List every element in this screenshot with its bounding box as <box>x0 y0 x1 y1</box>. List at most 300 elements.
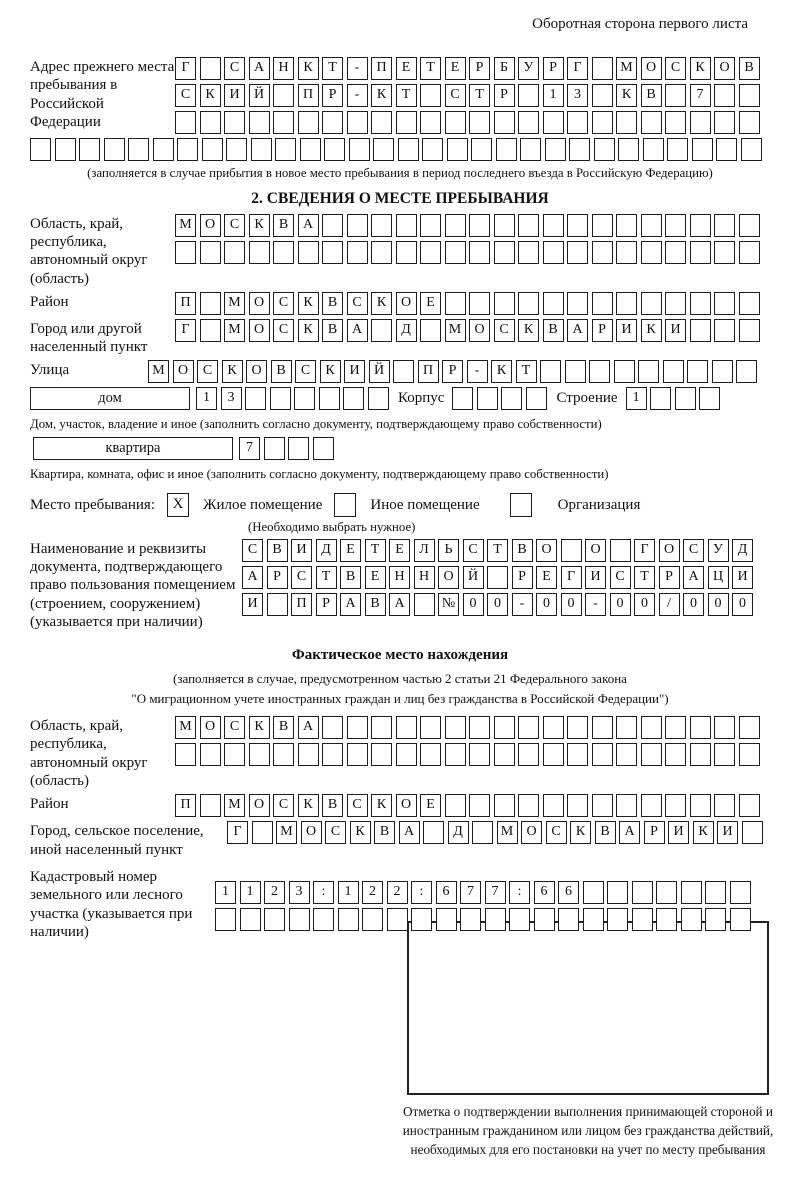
char-box[interactable] <box>55 138 76 161</box>
char-box[interactable] <box>690 214 711 237</box>
char-box[interactable]: 0 <box>708 593 729 616</box>
char-box[interactable]: О <box>249 319 270 342</box>
char-box[interactable] <box>714 214 735 237</box>
char-box[interactable]: К <box>690 57 711 80</box>
char-box[interactable] <box>104 138 125 161</box>
char-box[interactable]: П <box>298 84 319 107</box>
char-box[interactable] <box>561 539 582 562</box>
char-box[interactable] <box>594 138 615 161</box>
char-box[interactable] <box>638 360 659 383</box>
char-box[interactable] <box>371 111 392 134</box>
char-box[interactable] <box>338 908 359 931</box>
char-box[interactable]: В <box>739 57 760 80</box>
char-box[interactable] <box>589 360 610 383</box>
char-box[interactable]: 0 <box>561 593 582 616</box>
char-box[interactable] <box>273 111 294 134</box>
char-box[interactable]: А <box>242 566 263 589</box>
char-box[interactable] <box>420 84 441 107</box>
char-box[interactable] <box>200 794 221 817</box>
char-box[interactable] <box>739 743 760 766</box>
char-box[interactable]: : <box>411 881 432 904</box>
char-box[interactable]: Т <box>322 57 343 80</box>
char-box[interactable]: Т <box>469 84 490 107</box>
char-box[interactable] <box>411 908 432 931</box>
char-box[interactable] <box>128 138 149 161</box>
char-box[interactable] <box>641 241 662 264</box>
char-box[interactable]: Т <box>634 566 655 589</box>
char-box[interactable]: Ь <box>438 539 459 562</box>
char-box[interactable]: Г <box>227 821 248 844</box>
char-box[interactable]: А <box>340 593 361 616</box>
char-box[interactable] <box>739 111 760 134</box>
char-box[interactable] <box>567 794 588 817</box>
char-box[interactable]: И <box>291 539 312 562</box>
char-box[interactable]: Л <box>414 539 435 562</box>
char-box[interactable] <box>349 138 370 161</box>
char-box[interactable] <box>396 743 417 766</box>
char-box[interactable] <box>494 111 515 134</box>
char-box[interactable]: А <box>567 319 588 342</box>
char-box[interactable] <box>714 84 735 107</box>
char-box[interactable] <box>445 241 466 264</box>
char-box[interactable]: П <box>291 593 312 616</box>
char-box[interactable] <box>202 138 223 161</box>
char-box[interactable] <box>275 138 296 161</box>
char-box[interactable]: М <box>445 319 466 342</box>
house-type-box[interactable]: дом <box>30 387 190 410</box>
char-box[interactable]: 2 <box>387 881 408 904</box>
char-box[interactable] <box>200 319 221 342</box>
char-box[interactable] <box>592 214 613 237</box>
char-box[interactable]: 0 <box>610 593 631 616</box>
char-box[interactable] <box>396 241 417 264</box>
char-box[interactable] <box>714 292 735 315</box>
char-box[interactable] <box>322 743 343 766</box>
char-box[interactable] <box>494 743 515 766</box>
char-box[interactable] <box>420 111 441 134</box>
char-box[interactable] <box>665 84 686 107</box>
char-box[interactable]: Р <box>494 84 515 107</box>
char-box[interactable] <box>445 111 466 134</box>
char-box[interactable] <box>592 111 613 134</box>
char-box[interactable] <box>371 319 392 342</box>
char-box[interactable] <box>641 214 662 237</box>
char-box[interactable]: - <box>512 593 533 616</box>
char-box[interactable] <box>665 292 686 315</box>
char-box[interactable] <box>494 214 515 237</box>
char-box[interactable]: О <box>641 57 662 80</box>
char-box[interactable] <box>665 214 686 237</box>
char-box[interactable] <box>420 319 441 342</box>
char-box[interactable]: Т <box>487 539 508 562</box>
char-box[interactable]: Е <box>340 539 361 562</box>
char-box[interactable]: О <box>659 539 680 562</box>
char-box[interactable]: С <box>224 716 245 739</box>
char-box[interactable]: С <box>683 539 704 562</box>
char-box[interactable] <box>607 908 628 931</box>
char-box[interactable]: И <box>665 319 686 342</box>
char-box[interactable]: Р <box>469 57 490 80</box>
char-box[interactable] <box>690 319 711 342</box>
char-box[interactable]: 7 <box>239 437 260 460</box>
char-box[interactable] <box>641 794 662 817</box>
char-box[interactable] <box>371 743 392 766</box>
char-box[interactable] <box>264 437 285 460</box>
char-box[interactable]: Й <box>369 360 390 383</box>
char-box[interactable] <box>616 743 637 766</box>
char-box[interactable]: 6 <box>436 881 457 904</box>
char-box[interactable] <box>494 716 515 739</box>
char-box[interactable]: 0 <box>732 593 753 616</box>
char-box[interactable] <box>200 57 221 80</box>
char-box[interactable] <box>518 84 539 107</box>
char-box[interactable] <box>681 881 702 904</box>
char-box[interactable]: В <box>595 821 616 844</box>
char-box[interactable]: О <box>521 821 542 844</box>
char-box[interactable] <box>518 794 539 817</box>
char-box[interactable]: С <box>445 84 466 107</box>
char-box[interactable]: К <box>298 794 319 817</box>
char-box[interactable]: О <box>249 794 270 817</box>
char-box[interactable]: Р <box>442 360 463 383</box>
char-box[interactable] <box>420 214 441 237</box>
char-box[interactable] <box>294 387 315 410</box>
char-box[interactable] <box>226 138 247 161</box>
char-box[interactable]: С <box>273 794 294 817</box>
char-box[interactable]: М <box>616 57 637 80</box>
char-box[interactable]: Т <box>516 360 537 383</box>
char-box[interactable] <box>452 387 473 410</box>
char-box[interactable] <box>592 84 613 107</box>
char-box[interactable] <box>641 743 662 766</box>
char-box[interactable] <box>641 111 662 134</box>
char-box[interactable] <box>607 881 628 904</box>
char-box[interactable] <box>396 214 417 237</box>
char-box[interactable] <box>175 241 196 264</box>
char-box[interactable] <box>200 292 221 315</box>
char-box[interactable]: 1 <box>543 84 564 107</box>
char-box[interactable]: С <box>494 319 515 342</box>
char-box[interactable] <box>616 716 637 739</box>
char-box[interactable] <box>300 138 321 161</box>
char-box[interactable]: Р <box>316 593 337 616</box>
char-box[interactable]: С <box>224 214 245 237</box>
char-box[interactable]: К <box>641 319 662 342</box>
char-box[interactable] <box>545 138 566 161</box>
char-box[interactable] <box>469 214 490 237</box>
char-box[interactable] <box>592 241 613 264</box>
char-box[interactable]: К <box>371 84 392 107</box>
char-box[interactable] <box>362 908 383 931</box>
char-box[interactable] <box>322 716 343 739</box>
char-box[interactable] <box>494 292 515 315</box>
char-box[interactable] <box>251 138 272 161</box>
char-box[interactable] <box>175 111 196 134</box>
char-box[interactable]: У <box>518 57 539 80</box>
char-box[interactable] <box>567 214 588 237</box>
char-box[interactable]: М <box>224 319 245 342</box>
char-box[interactable] <box>618 138 639 161</box>
char-box[interactable] <box>322 214 343 237</box>
char-box[interactable] <box>736 360 757 383</box>
char-box[interactable] <box>518 241 539 264</box>
char-box[interactable]: 3 <box>221 387 242 410</box>
char-box[interactable] <box>322 111 343 134</box>
char-box[interactable]: 0 <box>634 593 655 616</box>
char-box[interactable] <box>273 743 294 766</box>
char-box[interactable]: О <box>714 57 735 80</box>
char-box[interactable] <box>420 716 441 739</box>
char-box[interactable] <box>469 241 490 264</box>
char-box[interactable]: К <box>616 84 637 107</box>
char-box[interactable]: : <box>509 881 530 904</box>
char-box[interactable]: Т <box>316 566 337 589</box>
char-box[interactable]: А <box>683 566 704 589</box>
char-box[interactable] <box>632 908 653 931</box>
char-box[interactable] <box>650 387 671 410</box>
char-box[interactable] <box>445 292 466 315</box>
char-box[interactable] <box>665 111 686 134</box>
char-box[interactable]: К <box>491 360 512 383</box>
char-box[interactable]: К <box>200 84 221 107</box>
char-box[interactable] <box>469 292 490 315</box>
char-box[interactable] <box>705 908 726 931</box>
char-box[interactable]: А <box>347 319 368 342</box>
char-box[interactable] <box>543 241 564 264</box>
char-box[interactable]: 7 <box>485 881 506 904</box>
char-box[interactable]: С <box>273 292 294 315</box>
char-box[interactable] <box>396 111 417 134</box>
char-box[interactable] <box>324 138 345 161</box>
char-box[interactable]: Т <box>365 539 386 562</box>
char-box[interactable]: А <box>298 214 319 237</box>
char-box[interactable] <box>240 908 261 931</box>
char-box[interactable]: С <box>610 566 631 589</box>
char-box[interactable] <box>373 138 394 161</box>
char-box[interactable]: О <box>585 539 606 562</box>
char-box[interactable] <box>690 716 711 739</box>
char-box[interactable] <box>543 292 564 315</box>
char-box[interactable]: 3 <box>567 84 588 107</box>
char-box[interactable] <box>215 908 236 931</box>
char-box[interactable]: К <box>222 360 243 383</box>
char-box[interactable] <box>387 908 408 931</box>
char-box[interactable]: О <box>469 319 490 342</box>
char-box[interactable] <box>616 794 637 817</box>
char-box[interactable] <box>641 716 662 739</box>
char-box[interactable]: К <box>350 821 371 844</box>
char-box[interactable] <box>667 138 688 161</box>
char-box[interactable]: В <box>273 214 294 237</box>
char-box[interactable] <box>681 908 702 931</box>
char-box[interactable] <box>200 111 221 134</box>
char-box[interactable]: В <box>322 794 343 817</box>
char-box[interactable] <box>610 539 631 562</box>
char-box[interactable]: Р <box>322 84 343 107</box>
char-box[interactable]: С <box>224 57 245 80</box>
char-box[interactable] <box>663 360 684 383</box>
char-box[interactable] <box>153 138 174 161</box>
char-box[interactable] <box>643 138 664 161</box>
char-box[interactable] <box>558 908 579 931</box>
char-box[interactable] <box>347 743 368 766</box>
char-box[interactable]: О <box>173 360 194 383</box>
char-box[interactable] <box>543 794 564 817</box>
char-box[interactable]: Р <box>512 566 533 589</box>
char-box[interactable]: О <box>438 566 459 589</box>
char-box[interactable] <box>712 360 733 383</box>
char-box[interactable]: П <box>175 292 196 315</box>
char-box[interactable]: С <box>291 566 312 589</box>
char-box[interactable]: - <box>347 84 368 107</box>
char-box[interactable]: С <box>175 84 196 107</box>
char-box[interactable] <box>665 794 686 817</box>
char-box[interactable] <box>567 111 588 134</box>
char-box[interactable]: М <box>175 716 196 739</box>
char-box[interactable]: М <box>276 821 297 844</box>
char-box[interactable] <box>592 743 613 766</box>
char-box[interactable]: И <box>732 566 753 589</box>
char-box[interactable] <box>445 716 466 739</box>
char-box[interactable] <box>543 214 564 237</box>
char-box[interactable] <box>396 716 417 739</box>
char-box[interactable]: 6 <box>534 881 555 904</box>
char-box[interactable] <box>518 214 539 237</box>
organization-checkbox[interactable] <box>510 493 532 517</box>
char-box[interactable]: П <box>371 57 392 80</box>
char-box[interactable]: Р <box>267 566 288 589</box>
char-box[interactable] <box>616 241 637 264</box>
char-box[interactable]: С <box>347 794 368 817</box>
char-box[interactable]: 7 <box>690 84 711 107</box>
char-box[interactable] <box>469 111 490 134</box>
char-box[interactable] <box>469 716 490 739</box>
char-box[interactable] <box>592 57 613 80</box>
char-box[interactable]: : <box>313 881 334 904</box>
char-box[interactable] <box>714 319 735 342</box>
char-box[interactable] <box>543 111 564 134</box>
char-box[interactable]: О <box>249 292 270 315</box>
char-box[interactable]: С <box>197 360 218 383</box>
char-box[interactable]: С <box>242 539 263 562</box>
char-box[interactable]: В <box>543 319 564 342</box>
char-box[interactable] <box>656 881 677 904</box>
char-box[interactable]: К <box>298 292 319 315</box>
char-box[interactable]: Г <box>175 57 196 80</box>
char-box[interactable] <box>739 84 760 107</box>
char-box[interactable] <box>641 292 662 315</box>
char-box[interactable] <box>398 138 419 161</box>
char-box[interactable]: 0 <box>463 593 484 616</box>
char-box[interactable] <box>665 716 686 739</box>
char-box[interactable] <box>393 360 414 383</box>
char-box[interactable] <box>313 908 334 931</box>
char-box[interactable] <box>371 241 392 264</box>
char-box[interactable]: С <box>273 319 294 342</box>
char-box[interactable]: К <box>298 319 319 342</box>
char-box[interactable] <box>245 387 266 410</box>
char-box[interactable] <box>471 138 492 161</box>
char-box[interactable]: Е <box>420 292 441 315</box>
char-box[interactable]: 1 <box>338 881 359 904</box>
char-box[interactable] <box>742 821 763 844</box>
char-box[interactable]: И <box>616 319 637 342</box>
char-box[interactable]: У <box>708 539 729 562</box>
char-box[interactable] <box>30 138 51 161</box>
char-box[interactable]: Д <box>448 821 469 844</box>
char-box[interactable]: А <box>298 716 319 739</box>
char-box[interactable] <box>730 908 751 931</box>
char-box[interactable] <box>526 387 547 410</box>
char-box[interactable]: Н <box>273 57 294 80</box>
char-box[interactable] <box>714 111 735 134</box>
char-box[interactable]: О <box>200 716 221 739</box>
char-box[interactable]: О <box>396 794 417 817</box>
char-box[interactable] <box>267 593 288 616</box>
char-box[interactable] <box>252 821 273 844</box>
char-box[interactable]: М <box>148 360 169 383</box>
char-box[interactable]: В <box>365 593 386 616</box>
char-box[interactable] <box>543 716 564 739</box>
char-box[interactable] <box>592 716 613 739</box>
char-box[interactable]: А <box>389 593 410 616</box>
char-box[interactable] <box>343 387 364 410</box>
char-box[interactable]: А <box>619 821 640 844</box>
char-box[interactable] <box>224 743 245 766</box>
char-box[interactable]: И <box>242 593 263 616</box>
char-box[interactable]: В <box>374 821 395 844</box>
char-box[interactable] <box>699 387 720 410</box>
char-box[interactable]: К <box>249 716 270 739</box>
char-box[interactable]: В <box>340 566 361 589</box>
char-box[interactable] <box>714 716 735 739</box>
char-box[interactable] <box>509 908 530 931</box>
char-box[interactable] <box>741 138 762 161</box>
char-box[interactable] <box>175 743 196 766</box>
char-box[interactable] <box>469 794 490 817</box>
char-box[interactable] <box>520 138 541 161</box>
char-box[interactable] <box>423 821 444 844</box>
char-box[interactable] <box>313 437 334 460</box>
char-box[interactable] <box>445 214 466 237</box>
char-box[interactable]: 6 <box>558 881 579 904</box>
char-box[interactable] <box>656 908 677 931</box>
char-box[interactable] <box>420 241 441 264</box>
char-box[interactable]: П <box>418 360 439 383</box>
char-box[interactable] <box>565 360 586 383</box>
char-box[interactable] <box>714 794 735 817</box>
char-box[interactable] <box>224 111 245 134</box>
char-box[interactable]: К <box>570 821 591 844</box>
char-box[interactable]: / <box>659 593 680 616</box>
char-box[interactable] <box>632 881 653 904</box>
char-box[interactable] <box>224 241 245 264</box>
char-box[interactable]: Т <box>420 57 441 80</box>
char-box[interactable] <box>739 794 760 817</box>
char-box[interactable]: В <box>641 84 662 107</box>
char-box[interactable]: Г <box>567 57 588 80</box>
char-box[interactable] <box>583 908 604 931</box>
char-box[interactable] <box>690 241 711 264</box>
char-box[interactable]: - <box>347 57 368 80</box>
char-box[interactable] <box>447 138 468 161</box>
char-box[interactable] <box>200 241 221 264</box>
char-box[interactable]: И <box>585 566 606 589</box>
char-box[interactable]: Е <box>365 566 386 589</box>
char-box[interactable] <box>730 881 751 904</box>
char-box[interactable] <box>445 743 466 766</box>
char-box[interactable]: К <box>320 360 341 383</box>
